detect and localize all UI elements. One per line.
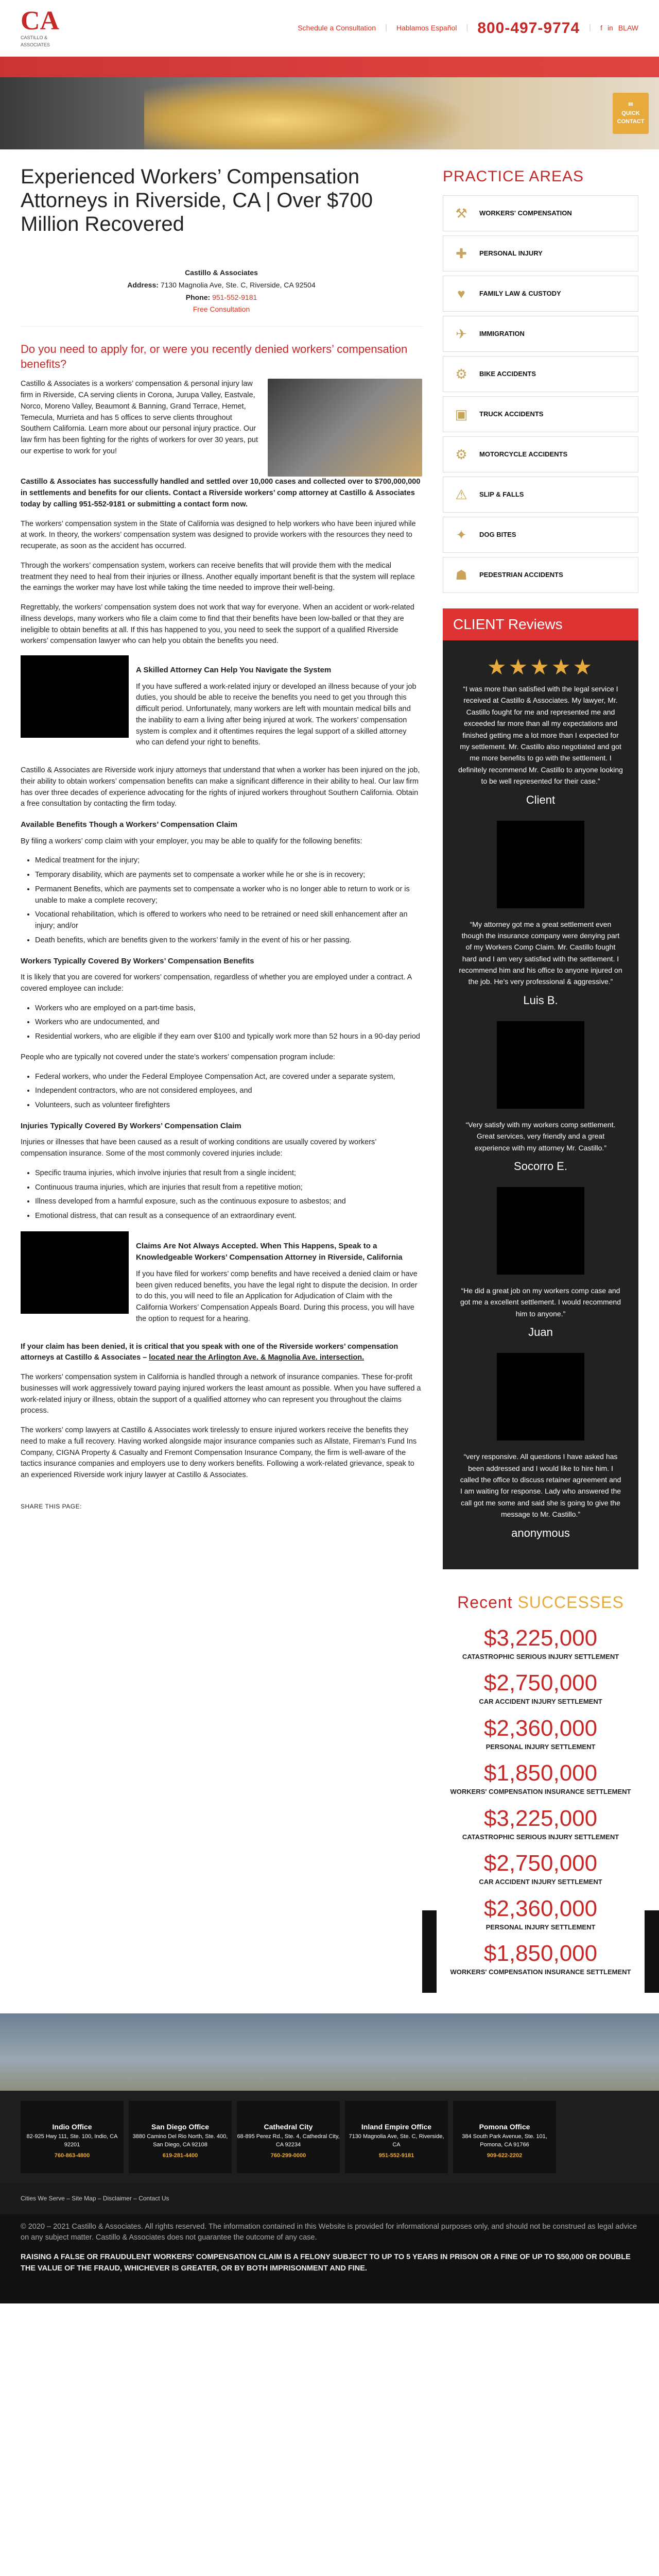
address: 7130 Magnolia Ave, Ste. C, Riverside, CA 92504	[160, 280, 316, 289]
list-item: • Death benefits, which are benefits given to the workers’ family in the event of his or her passing.	[35, 935, 422, 946]
through-paragraph: Through the workers’ compensation system, workers can receive benefits that will provide them with the medical treatment they need to heal from their injuries or illness. Another equally important benefit is that the system will replace the earnings the worker may have lost while taking the time needed to improve their well-being.	[21, 561, 415, 592]
result-item	[443, 1802, 638, 1848]
footer-links[interactable]: Cities We Serve – Site Map – Disclaimer – Contact Us	[0, 2183, 659, 2214]
list-item: • Illness developed from a harmful exposure, such as the continuous exposure to asbestos; and	[35, 1196, 422, 1208]
slider-next-button[interactable]	[645, 1910, 659, 1993]
facebook-icon[interactable]: f	[600, 24, 602, 32]
practice-item-motorcycle[interactable]: ⚙ MOTORCYCLE ACCIDENTS	[443, 436, 638, 472]
result-kind: CAR ACCIDENT INJURY SETTLEMENT	[479, 1698, 602, 1706]
reviews-heading: CLIENT Reviews	[443, 608, 638, 640]
office-cathedral-city[interactable]: Cathedral City 68-895 Perez Rd., Ste. 4, Cathedral City, CA 92234 760-299-0000	[237, 2101, 340, 2173]
list-item: • Volunteers, such as volunteer firefighters	[35, 1100, 422, 1111]
skilled-paragraph: If you have suffered a work-related injury or developed an illness because of your job duties, you should be able to receive the benefits you need to get you through this difficult period. Unfortunately, many workers are left with mountain medical bills and the inability to earn a living after being injured at work. The workers’ compensation system is complex and it oftentimes requires the legal support of a skilled attorney who can defend your right to benefits.	[136, 682, 417, 747]
result-amount: $2,360,000	[483, 1715, 598, 1741]
site-header	[0, 0, 659, 57]
results-slider	[443, 1622, 638, 1982]
result-item	[443, 1667, 638, 1712]
review-quote: “My attorney got me a great settlement even though the insurance company were denying part of my Workers Comp Claim. Mr. Castillo fought hard and I am very satisfied with the settlement. I recommend him and his office to anyone injured on the job. He’s very professional & aggressive.”	[459, 920, 622, 986]
result-kind: CATASTROPHIC SERIOUS INJURY SETTLEMENT	[462, 1833, 619, 1841]
review-author: Juan	[528, 1326, 553, 1339]
result-amount: $1,850,000	[483, 1760, 598, 1786]
not-covered-paragraph: People who are typically not covered under the state’s workers’ compensation program include:	[21, 1053, 335, 1061]
dog-icon: ✦	[456, 527, 467, 543]
logo[interactable]	[21, 8, 62, 48]
list-item: • Federal workers, who under the Federal Employee Compensation Act, are covered under a separate system,	[35, 1072, 422, 1083]
content-wrap	[0, 149, 659, 1982]
hammer-icon: ⚒	[455, 205, 467, 221]
family-icon: ♥	[457, 285, 465, 301]
review-quote: “Very satisfy with my workers comp settlement. Great services, very friendly and a great experience with my attorney Mr. Castillo.”	[465, 1120, 616, 1152]
schedule-link[interactable]: Schedule a Consultation	[298, 24, 376, 32]
nav-separator: |	[466, 23, 469, 32]
review-author: Client	[526, 793, 556, 806]
available-paragraph: By filing a workers’ comp claim with your employer, you may be able to qualify for the following benefits:	[21, 837, 362, 845]
share-label: SHARE THIS PAGE:	[21, 1502, 82, 1510]
result-kind: PERSONAL INJURY SETTLEMENT	[485, 1742, 596, 1751]
practice-areas-heading: PRACTICE AREAS	[443, 168, 584, 185]
result-amount: $3,225,000	[483, 1805, 598, 1831]
video-thumbnail[interactable]	[21, 1231, 129, 1314]
result-item	[443, 1757, 638, 1802]
injuries-heading: Injuries Typically Covered By Workers’ Compensation Claim	[21, 1121, 241, 1130]
successes-heading: Recent SUCCESSES	[457, 1592, 624, 1612]
blaw-icon[interactable]: BLAW	[618, 24, 638, 32]
sidebar	[443, 149, 638, 1982]
benefits-list	[35, 855, 422, 946]
header-nav	[298, 16, 638, 40]
result-item	[443, 1847, 638, 1892]
list-item: • Workers who are employed on a part-time basis,	[35, 1003, 422, 1014]
list-item: • Continuous trauma injuries, which are injuries that result from a repetitive motion;	[35, 1182, 422, 1194]
logo-sub: CASTILLO & ASSOCIATES	[21, 35, 50, 47]
office-pomona[interactable]: Pomona Office 384 South Park Avenue, Ste. 101, Pomona, CA 91766 909-622-2202	[453, 2101, 556, 2173]
result-item	[443, 1622, 638, 1667]
injuries-list	[35, 1168, 422, 1222]
denied-paragraph: If you have filed for workers’ comp benefits and have received a denied claim or have been given reduced benefits, you have the legal right to dispute the decision. In order to do this, you will need to file an Application for Adjudication of Claim with the California Workers’ Compensation Appeals Board. During this process, you will have the option to request for a hearing.	[136, 1269, 418, 1323]
list-item: • Residential workers, who are eligible if they earn over $100 and typically work more than 52 hours in a 90-day period	[35, 1031, 422, 1043]
fraud-warning: RAISING A FALSE OR FRAUDULENT WORKERS' COMPENSATION CLAIM IS A FELONY SUBJECT TO UP TO 5 YEARS IN PRISON OR A FINE OF UP TO $50,000 OR DOUBLE THE VALUE OF THE FRAUD, WHICHEVER IS GREATER, OR BY BOTH IMPRISONMENT AND FINE.	[21, 2253, 631, 2273]
office-indio[interactable]: Indio Office 82-925 Hwy 111, Ste. 100, Indio, CA 92201 760-863-4800	[21, 2101, 124, 2173]
address-line	[21, 279, 422, 292]
list-item: • Specific trauma injuries, which involve injuries that result from a single incident;	[35, 1168, 422, 1179]
hero-banner	[0, 57, 659, 149]
result-amount: $2,750,000	[483, 1670, 598, 1696]
bike-icon: ⚙	[455, 366, 467, 382]
covered-list	[35, 1003, 422, 1043]
legal-disclaimer	[0, 2214, 659, 2303]
not-covered-list	[35, 1072, 422, 1111]
review-card	[453, 683, 628, 808]
address-label: Address:	[127, 280, 159, 289]
skilled-row	[21, 655, 422, 757]
slip-icon: ⚠	[455, 486, 467, 502]
review-video[interactable]	[497, 1187, 584, 1275]
office-san-diego[interactable]: San Diego Office 3880 Camino Del Rio North, Ste. 400, San Diego, CA 92108 619-281-4400	[129, 2101, 232, 2173]
first-aid-icon: ✚	[456, 245, 467, 261]
result-amount: $3,225,000	[483, 1625, 598, 1651]
regret-paragraph: Regrettably, the workers’ compensation system does not work that way for everyone. When an accident or work-related illness develops, many workers who file a claim come to find that their benefits have been low-balled or that they are ineligible to obtain benefits at all. If this has happened to you, you need to seek the support of a qualified Riverside workers’ compensation lawyer who can help you obtain the benefits you need.	[21, 603, 414, 646]
social-links	[600, 23, 638, 33]
logo-mark: CA	[21, 6, 60, 36]
review-card	[453, 919, 628, 1009]
denied-row	[21, 1231, 422, 1333]
slider-prev-button[interactable]	[422, 1910, 437, 1993]
list-item: • Workers who are undocumented, and	[35, 1017, 422, 1028]
office-inland-empire[interactable]: Inland Empire Office 7130 Magnolia Ave, Ste. C, Riverside, CA 951-552-9181	[345, 2101, 448, 2173]
list-item: • Vocational rehabilitation, which is offered to workers who need to be retrained or need skill enhancement after an injury; and/or	[35, 909, 422, 932]
result-item	[443, 1937, 638, 1982]
page-title: Experienced Workers’ Compensation Attorneys in Riverside, CA | Over $700 Million Recovered	[21, 165, 373, 235]
covered-paragraph: It is likely that you are covered for workers’ compensation, regardless of whether you are employed under a contract. A covered employee can include:	[21, 973, 412, 993]
review-quote: “He did a great job on my workers comp case and got me a excellent settlement. I would recommend him to anyone.”	[460, 1286, 621, 1318]
client-reviews	[443, 608, 638, 1569]
spanish-link[interactable]: Hablamos Español	[396, 24, 457, 32]
phone-label: Phone:	[185, 293, 211, 301]
complex-paragraph: The workers’ compensation system in California is handled through a network of insurance companies. These for-profit businesses will work aggressively toward paying injured workers the least amount as possible. When you have suffered a work-related injury or illness, obtain the support of a qualified attorney who can represent you throughout the claims process.	[21, 1373, 421, 1415]
intro-paragraph: Castillo & Associates is a workers’ compensation & personal injury law firm in Riverside, CA serving clients in Corona, Jurupa Valley, Eastvale, Norco, Moreno Valley, Beaumont & Banning, Grand Terrace, Hemet, Temecula, Murrieta and has 5 offices to serve clients throughout Southern California. Learn more about our personal injury practice. Our law firm has been fighting for the rights of workers for over 30 years, put our expertise to work for you!	[21, 380, 258, 455]
practice-item-workers-comp[interactable]: ⚒ WORKERS' COMPENSATION	[443, 195, 638, 231]
review-video[interactable]	[497, 1353, 584, 1440]
review-card	[453, 1451, 628, 1541]
practice-item-personal-injury[interactable]: ✚ PERSONAL INJURY	[443, 235, 638, 272]
injuries-paragraph: Injuries or illnesses that have been caused as a result of working conditions are usually covered by workers’ compensation insurance. Some of the most commonly covered injuries include:	[21, 1138, 376, 1158]
truck-icon: ▣	[455, 406, 468, 422]
practice-item-dog-bites[interactable]: ✦ DOG BITES	[443, 517, 638, 553]
review-video[interactable]	[497, 1021, 584, 1109]
practice-item-bike[interactable]: ⚙ BIKE ACCIDENTS	[443, 356, 638, 392]
result-amount: $2,750,000	[483, 1851, 598, 1876]
workers-photo	[268, 379, 422, 477]
available-heading: Available Benefits Though a Workers’ Compensation Claim	[21, 820, 237, 829]
star-rating-icon: ★★★★★	[487, 655, 595, 679]
video-thumbnail[interactable]	[21, 655, 129, 738]
review-author: Luis B.	[523, 993, 558, 1007]
offices-strip	[0, 2091, 659, 2183]
free-consultation-link[interactable]: Free Consultation	[193, 305, 250, 314]
phone-link[interactable]: 951-552-9181	[212, 293, 257, 301]
passport-icon: ✈	[456, 326, 467, 342]
critical-paragraph: If your claim has been denied, it is critical that you speak with one of the Riverside workers’ compensation attorneys at Castillo & Associates – located near the Arlington Ave. & Magnolia Ave. intersection.	[21, 1342, 398, 1362]
result-kind: WORKERS' COMPENSATION INSURANCE SETTLEMENT	[450, 1968, 631, 1976]
result-kind: PERSONAL INJURY SETTLEMENT	[485, 1923, 596, 1931]
legal-text: © 2020 – 2021 Castillo & Associates. All rights reserved. The information contained in this Website is provided for informational purposes only, and should not be construed as legal advice on any subject matter. Castillo & Associates does not guarantee the outcome of any case.	[21, 2222, 637, 2242]
firm-name: Castillo & Associates	[185, 268, 258, 277]
header-phone[interactable]: 800-497-9774	[477, 20, 580, 37]
list-item: • Emotional distress, that can result as a consequence of an extraordinary event.	[35, 1211, 422, 1222]
quick-contact-button[interactable]	[613, 93, 649, 134]
review-quote: “I was more than satisfied with the legal service I received at Castillo & Associates. My lawyer, Mr. Castillo fought for me and represented me and exceeded far more than all my expectations and finished getting me a lot more than I expected for my settlement. Mr. Castillo also negotiated and got me more benefits to go with the settlement. I definitely recommend Mr. Castillo to anyone looking to be well represented for their case.”	[458, 685, 623, 786]
result-item	[443, 1712, 638, 1757]
practice-item-family-law[interactable]: ♥ FAMILY LAW & CUSTODY	[443, 276, 638, 312]
quick-contact-label: QUICK CONTACT	[617, 110, 645, 125]
review-card	[453, 1119, 628, 1175]
motorcycle-icon: ⚙	[455, 446, 467, 462]
result-amount: $1,850,000	[483, 1941, 598, 1967]
apply-heading: Do you need to apply for, or were you recently denied workers’ compensation benefits?	[21, 343, 408, 370]
phone-line	[21, 292, 422, 304]
mail-icon: ✉	[628, 101, 633, 108]
practice-item-pedestrian[interactable]: ☗ PEDESTRIAN ACCIDENTS	[443, 557, 638, 593]
nav-separator: |	[385, 23, 387, 32]
result-kind: CAR ACCIDENT INJURY SETTLEMENT	[479, 1878, 602, 1886]
result-amount: $2,360,000	[483, 1895, 598, 1921]
main-content	[21, 149, 422, 1982]
practice-item-truck[interactable]: ▣ TRUCK ACCIDENTS	[443, 396, 638, 432]
practice-list	[443, 195, 638, 593]
skilled-heading: A Skilled Attorney Can Help You Navigate the System	[136, 666, 332, 675]
linkedin-icon[interactable]: in	[607, 24, 613, 32]
list-item: • Independent contractors, who are not considered employees, and	[35, 1086, 422, 1097]
result-kind: WORKERS' COMPENSATION INSURANCE SETTLEMENT	[450, 1788, 631, 1796]
result-kind: CATASTROPHIC SERIOUS INJURY SETTLEMENT	[462, 1652, 619, 1660]
recent-successes	[443, 1590, 638, 1982]
review-quote: “very responsive. All questions I have asked has been addressed and I would like to hire him. I called the office to discuss retainer agreement and I am waiting for response. Lady who answered the call got me some and said she is going to give the message to Mr. Castillo.”	[460, 1452, 621, 1519]
pedestrian-icon: ☗	[455, 567, 467, 583]
list-item: • Temporary disability, which are payments set to compensate a worker while he or she is in recovery;	[35, 870, 422, 881]
review-author: Socorro E.	[514, 1160, 567, 1173]
review-card	[453, 1285, 628, 1341]
lawyers-paragraph: The workers’ comp lawyers at Castillo & Associates work tirelessly to ensure injured workers receive the benefits they need to make a full recovery. Having worked alongside major insurance companies such as Allstate, Fireman’s Fund Ins Company, CIGNA Property & Casualty and Fremont Compensation Insurance Company, the firm is well-aware of the tactics insurance companies and employers use to deny workers benefits. Following a work-related grievance, speak to an experienced Riverside work injury lawyer at Castillo & Associates.	[21, 1426, 417, 1480]
practice-item-immigration[interactable]: ✈ IMMIGRATION	[443, 316, 638, 352]
result-item	[443, 1892, 638, 1938]
hero-image	[144, 77, 474, 149]
castillo-paragraph: Castillo & Associates are Riverside work injury attorneys that understand that when a worker has been injured on the job, their ability to obtain workers’ compensation benefits can make a significant difference in their ability to heal. Our law firm has over three decades of experience advocating for the rights of injured workers throughout Southern California. Obtain a free consultation by contacting the firm today.	[21, 766, 420, 808]
location-text: located near the Arlington Ave. & Magnolia Ave. intersection.	[149, 1353, 365, 1362]
list-item: • Permanent Benefits, which are payments set to compensate a worker who is no longer able to return to work or is unable to make a complete recovery;	[35, 884, 422, 907]
success-paragraph: Castillo & Associates has successfully handled and settled over 10,000 cases and collected over to $700,000,000 in settlements and benefits for our clients. Contact a Riverside workers’ comp attorney at Castillo & Associates today by calling 951-552-9181 or submitting a contact form now.	[21, 478, 421, 509]
intro-row	[21, 379, 422, 477]
nav-separator: |	[589, 23, 592, 32]
city-skyline-image	[0, 2013, 659, 2091]
covered-heading: Workers Typically Covered By Workers’ Compensation Benefits	[21, 956, 254, 965]
review-video[interactable]	[497, 821, 584, 908]
system-paragraph: The workers’ compensation system in the State of California was designed to help workers who have been injured while at work. In theory, the workers’ compensation system was designed to provide workers with the resources they need to recuperate, as soon as the accident has occurred.	[21, 519, 416, 551]
list-item: • Medical treatment for the injury;	[35, 855, 422, 867]
contact-block	[21, 257, 422, 327]
denied-heading: Claims Are Not Always Accepted. When This Happens, Speak to a Knowledgeable Workers’ Compensation Attorney in Riverside, California	[136, 1241, 403, 1262]
practice-item-slip-falls[interactable]: ⚠ SLIP & FALLS	[443, 477, 638, 513]
review-author: anonymous	[511, 1526, 570, 1539]
